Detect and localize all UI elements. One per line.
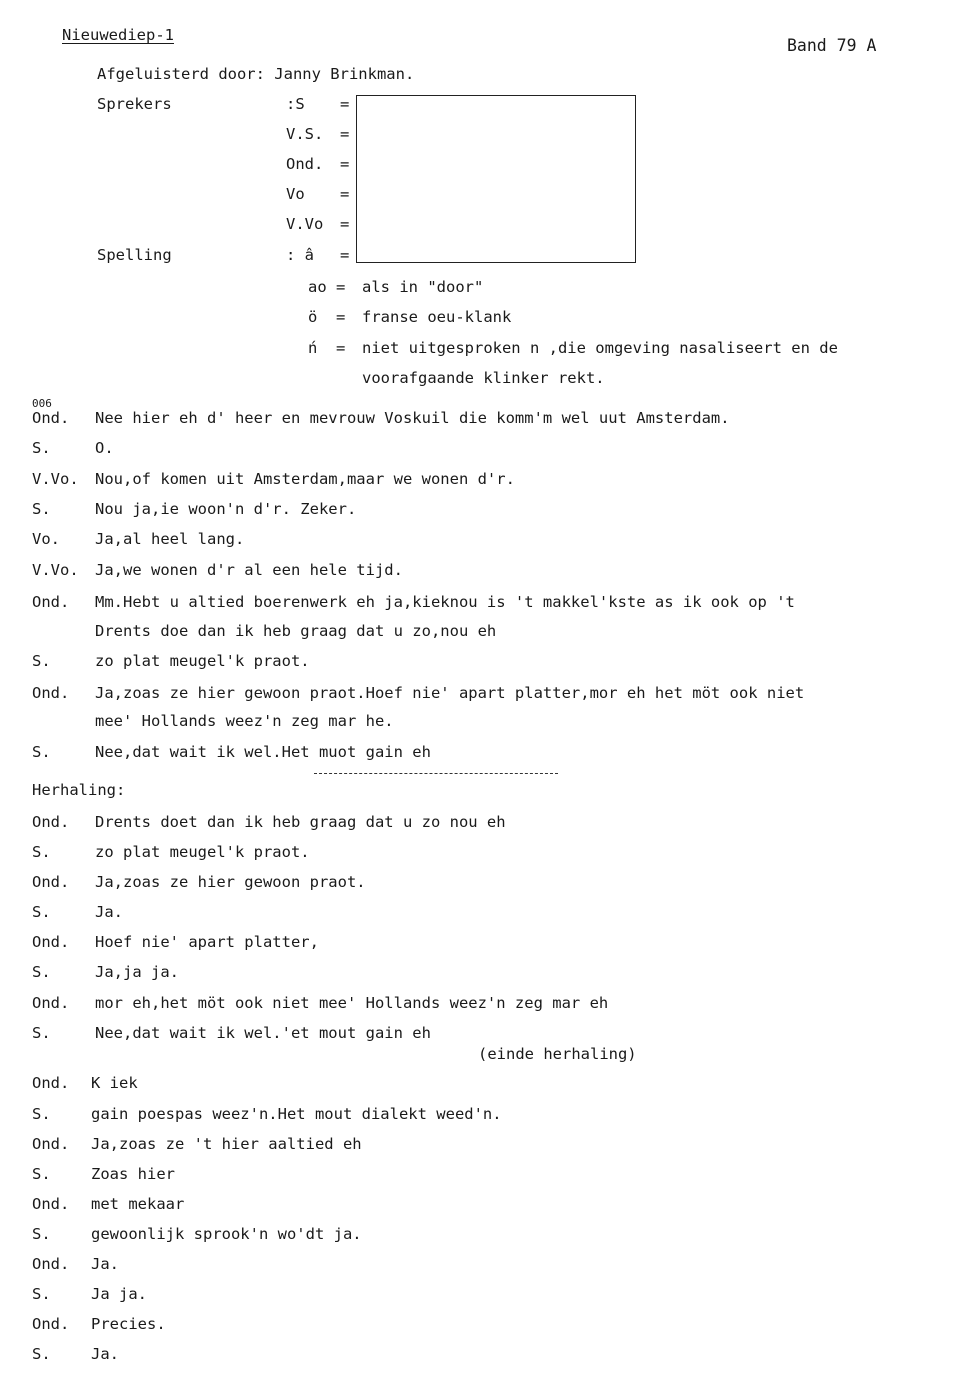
spelling-desc: als in "door" <box>362 278 484 296</box>
spelling-eq: = <box>340 246 350 264</box>
spelling-desc: niet uitgesproken n ,die omgeving nasaliseert en de <box>362 339 838 357</box>
speaker-label: Ond. <box>32 813 70 831</box>
dialogue-line: Ja,we wonen d'r al een hele tijd. <box>95 561 403 579</box>
speaker-label: S. <box>32 1024 51 1042</box>
spelling-eq: = <box>336 339 346 357</box>
speaker-eq: = <box>340 185 350 203</box>
dialogue-line: Mm.Hebt u altied boerenwerk eh ja,kieknou is 't makkel'kste as ik ook op 't <box>95 593 795 611</box>
spelling-eq: = <box>336 308 346 326</box>
dialogue-line: Nee hier eh d' heer en mevrouw Voskuil die komm'm wel uut Amsterdam. <box>95 409 730 427</box>
repeat-label: Herhaling: <box>32 781 126 799</box>
speaker-label: V.Vo. <box>32 561 79 579</box>
band-label: Band 79 A <box>787 36 877 55</box>
spelling-symbol: ö <box>308 308 318 326</box>
page-place-title: Nieuwediep-1 <box>62 26 174 44</box>
spelling-symbol: : â <box>286 246 314 264</box>
dialogue-line: Drents doe dan ik heb graag dat u zo,nou eh <box>95 622 497 640</box>
dialogue-line: O. <box>95 439 114 457</box>
speaker-label: S. <box>32 903 51 921</box>
redaction-box <box>356 95 636 263</box>
spelling-symbol: ao <box>308 278 327 296</box>
speaker-label: S. <box>32 743 51 761</box>
speaker-label: Ond. <box>32 684 70 702</box>
repeat-end: (einde herhaling) <box>478 1045 637 1063</box>
speaker-label: Ond. <box>32 593 70 611</box>
speaker-label: S. <box>32 1285 51 1303</box>
speaker-label: S. <box>32 500 51 518</box>
speaker-label: S. <box>32 843 51 861</box>
speaker-label: S. <box>32 1105 51 1123</box>
dialogue-line: gain poespas weez'n.Het mout dialekt weed'n. <box>91 1105 502 1123</box>
dialogue-line: gewoonlijk sprook'n wo'dt ja. <box>91 1225 362 1243</box>
spelling-symbol: ń <box>308 339 318 357</box>
spelling-eq: = <box>336 278 346 296</box>
dialogue-line: Ja ja. <box>91 1285 147 1303</box>
speaker-label: Ond. <box>32 1195 70 1213</box>
dialogue-line: Zoas hier <box>91 1165 175 1183</box>
speaker-eq: = <box>340 125 350 143</box>
speaker-code: Ond. <box>286 155 324 173</box>
speaker-eq: = <box>340 215 350 233</box>
dialogue-line: Ja,zoas ze hier gewoon praot. <box>95 873 366 891</box>
dialogue-line: Hoef nie' apart platter, <box>95 933 319 951</box>
divider-line <box>314 773 558 774</box>
dialogue-line: met mekaar <box>91 1195 185 1213</box>
speaker-label: S. <box>32 439 51 457</box>
speaker-code: V.S. <box>286 125 324 143</box>
speaker-label: Ond. <box>32 1135 70 1153</box>
speaker-label: Ond. <box>32 409 70 427</box>
dialogue-line: Ja,al heel lang. <box>95 530 245 548</box>
speaker-label: Ond. <box>32 873 70 891</box>
dialogue-line: zo plat meugel'k praot. <box>95 843 310 861</box>
speaker-label: S. <box>32 1225 51 1243</box>
speaker-label: S. <box>32 1165 51 1183</box>
dialogue-line: Precies. <box>91 1315 166 1333</box>
dialogue-line: Nou ja,ie woon'n d'r. Zeker. <box>95 500 357 518</box>
dialogue-line: Nee,dat wait ik wel.Het muot gain eh <box>95 743 431 761</box>
speaker-label: S. <box>32 1345 51 1363</box>
dialogue-line: Ja. <box>95 903 123 921</box>
speakers-label: Sprekers <box>97 95 172 113</box>
spelling-continuation: voorafgaande klinker rekt. <box>362 369 605 387</box>
dialogue-line: Ja. <box>91 1255 119 1273</box>
speaker-label: Ond. <box>32 994 70 1012</box>
spelling-desc: franse oeu-klank <box>362 308 512 326</box>
tape-marker: 006 <box>32 397 52 410</box>
listened-by: Afgeluisterd door: Janny Brinkman. <box>97 65 415 83</box>
dialogue-line: Ja,zoas ze hier gewoon praot.Hoef nie' apart platter,mor eh het möt ook niet <box>95 684 805 702</box>
speaker-label: Ond. <box>32 1074 70 1092</box>
dialogue-line: Drents doet dan ik heb graag dat u zo nou eh <box>95 813 506 831</box>
speaker-eq: = <box>340 95 350 113</box>
speaker-code: Vo <box>286 185 305 203</box>
speaker-label: Vo. <box>32 530 60 548</box>
speaker-label: Ond. <box>32 1255 70 1273</box>
dialogue-line: Ja. <box>91 1345 119 1363</box>
speaker-eq: = <box>340 155 350 173</box>
speaker-label: Ond. <box>32 933 70 951</box>
speaker-code: V.Vo <box>286 215 324 233</box>
speaker-label: S. <box>32 963 51 981</box>
dialogue-line: zo plat meugel'k praot. <box>95 652 310 670</box>
dialogue-line: Nee,dat wait ik wel.'et mout gain eh <box>95 1024 431 1042</box>
dialogue-line: mee' Hollands weez'n zeg mar he. <box>95 712 394 730</box>
speaker-label: V.Vo. <box>32 470 79 488</box>
dialogue-line: Ja,zoas ze 't hier aaltied eh <box>91 1135 362 1153</box>
dialogue-line: K iek <box>91 1074 138 1092</box>
speaker-label: Ond. <box>32 1315 70 1333</box>
dialogue-line: Ja,ja ja. <box>95 963 179 981</box>
spelling-label: Spelling <box>97 246 172 264</box>
dialogue-line: Nou,of komen uit Amsterdam,maar we wonen d'r. <box>95 470 515 488</box>
dialogue-line: mor eh,het möt ook niet mee' Hollands weez'n zeg mar eh <box>95 994 609 1012</box>
speaker-label: S. <box>32 652 51 670</box>
speaker-code: :S <box>286 95 305 113</box>
